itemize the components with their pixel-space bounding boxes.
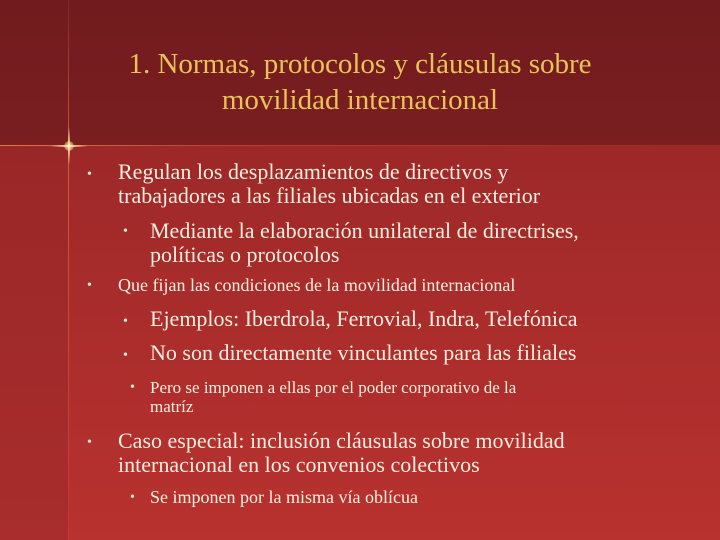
bullet-1: • — [87, 167, 92, 182]
bullet-3-1-text: Se imponen por la misma vía oblícua — [150, 487, 418, 507]
bullet-3: • — [87, 435, 92, 450]
horizontal-accent-line — [0, 145, 720, 146]
bullet-2-1: • — [123, 314, 128, 329]
slide-title — [80, 46, 640, 118]
bullet-1-1: • — [123, 224, 128, 239]
bullet-2-text: Que fijan las condiciones de la movilidad internacional — [118, 275, 516, 295]
bullet-3-1: • — [130, 490, 135, 505]
bullet-2: • — [87, 278, 92, 293]
left-strip — [0, 145, 68, 540]
bullet-3-text: Caso especial: inclusión cláusulas sobre movilidad internacional en los convenios colectivos — [118, 428, 565, 477]
bullet-2-2: • — [123, 348, 128, 363]
vertical-accent-line — [68, 0, 69, 540]
bullet-1-1-text: Mediante la elaboración unilateral de directrises, políticas o protocolos — [150, 218, 579, 267]
slide-title-line1: 1. Normas, protocolos y cláusulas sobre — [128, 48, 592, 80]
bullet-2-2-text: No son directamente vinculantes para las filiales — [150, 340, 577, 365]
slide-title-line2: movilidad internacional — [221, 84, 499, 116]
bullet-2-1-text: Ejemplos: Iberdrola, Ferrovial, Indra, Telefónica — [150, 306, 578, 331]
bullet-2-3-text: Pero se imponen a ellas por el poder corporativo de la matríz — [150, 378, 517, 416]
bullet-2-3: • — [130, 380, 135, 395]
bullet-1-text: Regulan los desplazamientos de directivos y trabajadores a las filiales ubicadas en el exterior — [118, 159, 541, 208]
